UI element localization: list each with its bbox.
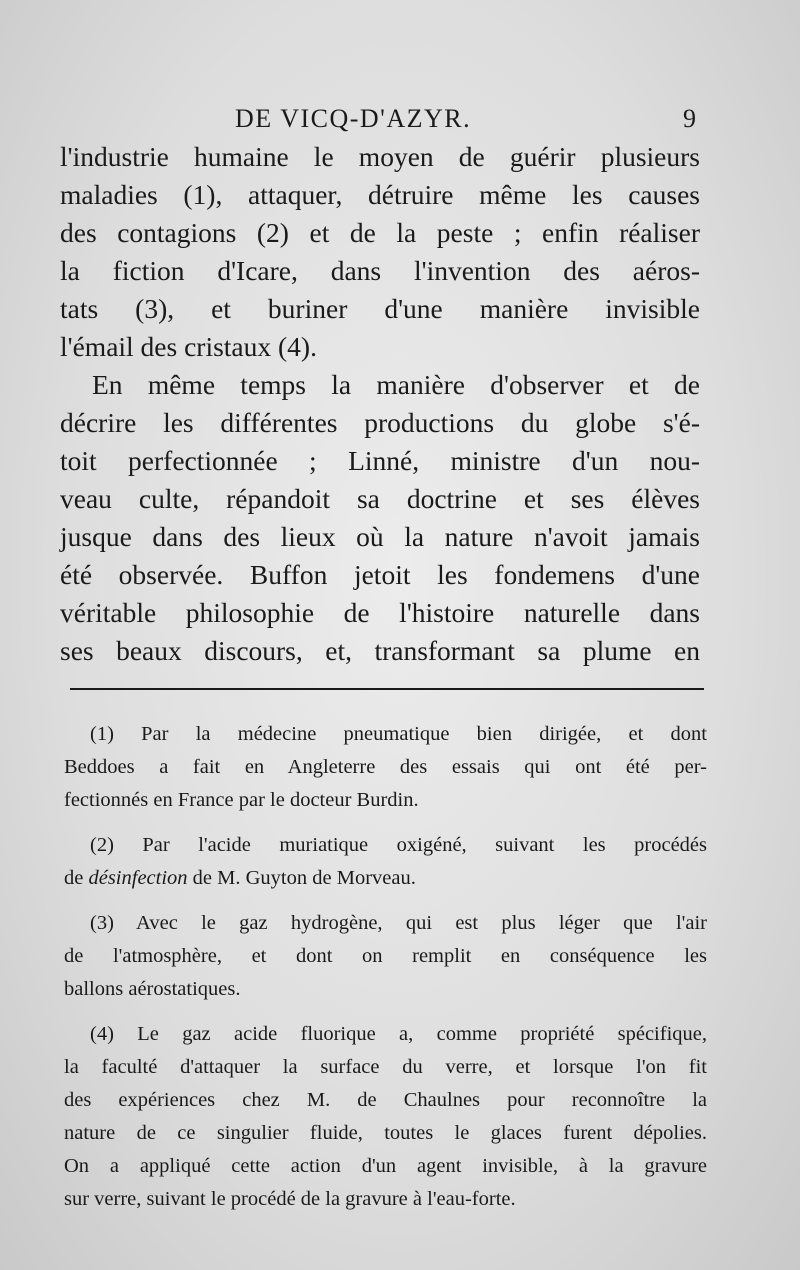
footnote-line: de l'atmosphère, et dont on remplit en conséquence les <box>64 945 707 967</box>
footnote-3 <box>64 907 707 1006</box>
footnote-line: (2) Par l'acide muriatique oxigéné, suivant les procédés <box>90 834 707 856</box>
footnote-line: la faculté d'attaquer la surface du verre, et lorsque l'on fit <box>64 1056 707 1078</box>
footnote-line: On a appliqué cette action d'un agent invisible, à la gravure <box>64 1155 707 1177</box>
footnote-line: nature de ce singulier fluide, toutes le glaces furent dépolies. <box>64 1122 707 1144</box>
text-line: jusque dans des lieux où la nature n'avoit jamais <box>60 521 700 552</box>
footnote-4 <box>64 1018 707 1216</box>
footnote-line: sur verre, suivant le procédé de la gravure à l'eau-forte. <box>64 1188 516 1210</box>
text-line: maladies (1), attaquer, détruire même les causes <box>60 179 700 210</box>
text-line: des contagions (2) et de la peste ; enfin réaliser <box>60 217 700 248</box>
main-text <box>60 138 700 670</box>
footnote-text: de <box>64 867 84 889</box>
footnote-line: (1) Par la médecine pneumatique bien dirigée, et dont <box>90 723 707 745</box>
text-line: l'émail des cristaux (4). <box>60 331 317 362</box>
footnote-line: Beddoes a fait en Angleterre des essais qui ont été per- <box>64 756 707 778</box>
text-line: l'industrie humaine le moyen de guérir plusieurs <box>60 141 700 172</box>
footnote-2 <box>64 829 707 895</box>
footnote-1 <box>64 718 707 817</box>
footnote-line: fectionnés en France par le docteur Burdin. <box>64 789 419 811</box>
text-line: ses beaux discours, et, transformant sa plume en <box>60 635 700 666</box>
footnote-line: (3) Avec le gaz hydrogène, qui est plus léger que l'air <box>90 912 707 934</box>
footnotes <box>64 718 707 1228</box>
text-line: veau culte, répandoit sa doctrine et ses élèves <box>60 483 700 514</box>
footnote-rule <box>70 688 704 690</box>
running-title: DE VICQ-D'AZYR. <box>235 104 472 133</box>
footnote-line <box>64 862 707 895</box>
page-header <box>60 104 710 140</box>
text-line: tats (3), et buriner d'une manière invisible <box>60 293 700 324</box>
footnote-line: (4) Le gaz acide fluorique a, comme propriété spécifique, <box>90 1023 707 1045</box>
page-number: 9 <box>683 104 696 133</box>
text-line: En même temps la manière d'observer et de <box>92 369 700 400</box>
footnote-line: des expériences chez M. de Chaulnes pour reconnoître la <box>64 1089 707 1111</box>
text-line: la fiction d'Icare, dans l'invention des aéros- <box>60 255 700 286</box>
text-line: toit perfectionnée ; Linné, ministre d'un nou- <box>60 445 700 476</box>
italic-term: désinfection <box>88 867 188 889</box>
text-line: véritable philosophie de l'histoire naturelle dans <box>60 597 700 628</box>
text-line: été observée. Buffon jetoit les fondemens d'une <box>60 559 700 590</box>
footnote-line: ballons aérostatiques. <box>64 978 241 1000</box>
text-line: décrire les différentes productions du globe s'é- <box>60 407 700 438</box>
footnote-text: de M. Guyton de Morveau. <box>192 867 416 889</box>
